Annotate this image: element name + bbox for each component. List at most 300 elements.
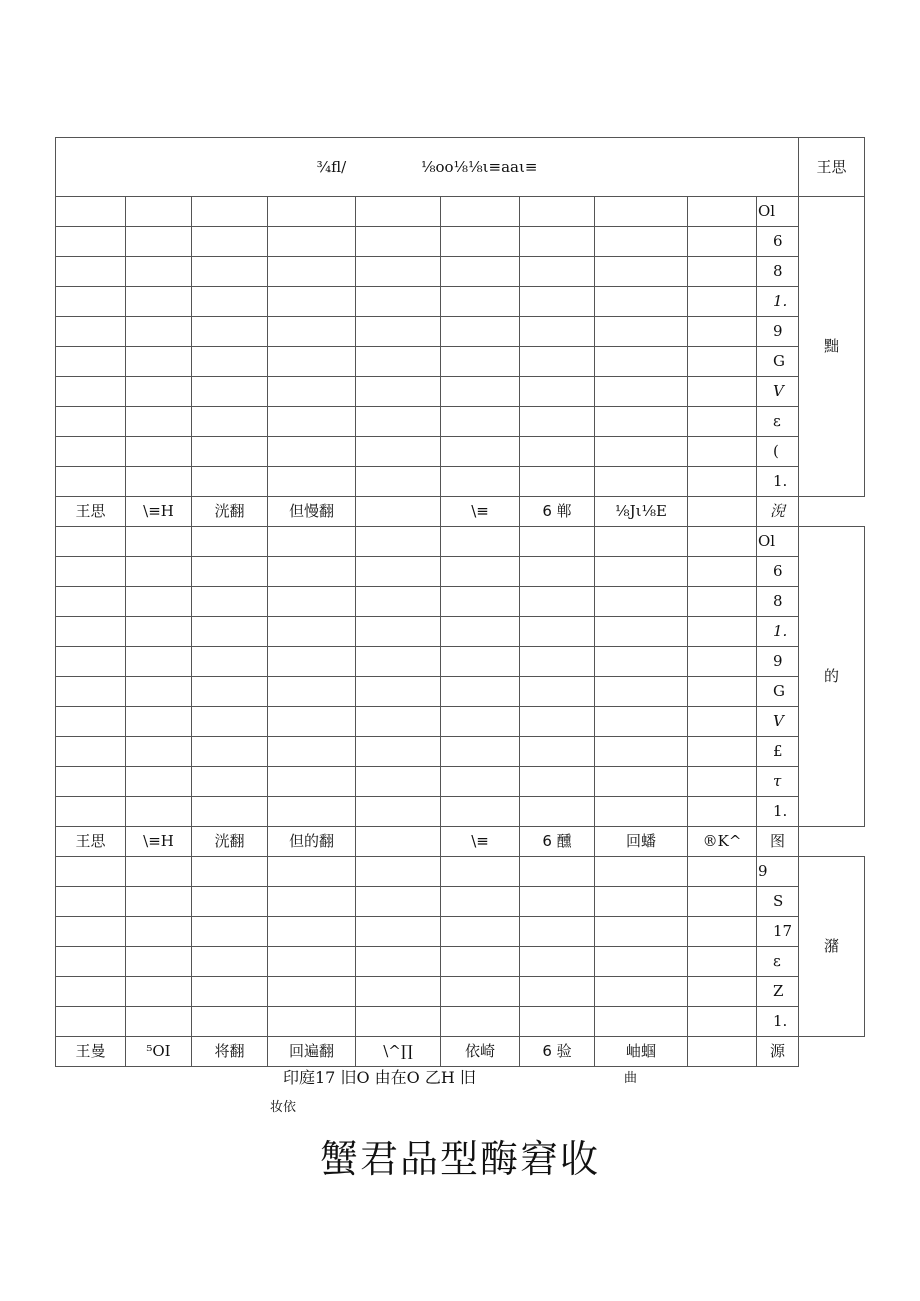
summary-cell: 王思 (56, 497, 126, 527)
empty-cell (356, 257, 441, 287)
empty-cell (56, 767, 126, 797)
row-number-cell: ( (757, 437, 799, 467)
summary-cell: 6 郸 (520, 497, 595, 527)
empty-cell (56, 197, 126, 227)
empty-cell (441, 377, 520, 407)
summary-cell: \≡ (441, 827, 520, 857)
empty-cell (356, 347, 441, 377)
empty-cell (595, 317, 688, 347)
summary-cell: \≡ (441, 497, 520, 527)
summary-cell: \≡H (126, 827, 192, 857)
empty-cell (56, 557, 126, 587)
empty-cell (192, 287, 268, 317)
empty-cell (688, 287, 757, 317)
empty-cell (595, 947, 688, 977)
empty-cell (126, 797, 192, 827)
empty-cell (688, 887, 757, 917)
empty-cell (126, 767, 192, 797)
empty-cell (520, 287, 595, 317)
empty-cell (192, 197, 268, 227)
empty-cell (126, 407, 192, 437)
empty-cell (56, 287, 126, 317)
row-number-cell: 1. (757, 467, 799, 497)
empty-cell (441, 737, 520, 767)
empty-cell (126, 467, 192, 497)
empty-cell (688, 737, 757, 767)
empty-cell (441, 557, 520, 587)
empty-cell (441, 677, 520, 707)
table-row (56, 647, 865, 677)
empty-cell (688, 647, 757, 677)
empty-cell (441, 857, 520, 887)
empty-cell (520, 557, 595, 587)
empty-cell (520, 467, 595, 497)
row-number-cell: 1. (757, 287, 799, 317)
empty-cell (520, 317, 595, 347)
empty-cell (268, 257, 356, 287)
empty-cell (520, 257, 595, 287)
side-label-cell: 黜 (799, 197, 865, 497)
empty-cell (268, 1007, 356, 1037)
empty-cell (268, 947, 356, 977)
side-label-cell: 的 (799, 527, 865, 827)
empty-cell (192, 407, 268, 437)
empty-cell (356, 407, 441, 437)
table-row (56, 197, 865, 227)
empty-cell (441, 467, 520, 497)
title-right: ⅛oo⅛⅛ι≡aaι≡ (420, 157, 538, 176)
empty-cell (268, 737, 356, 767)
table-row (56, 347, 865, 377)
footer-note-right: 曲 (624, 1071, 638, 1086)
empty-cell (268, 227, 356, 257)
empty-cell (56, 407, 126, 437)
empty-cell (356, 677, 441, 707)
empty-cell (56, 677, 126, 707)
row-number-cell: V (757, 377, 799, 407)
empty-cell (356, 707, 441, 737)
empty-cell (441, 287, 520, 317)
empty-cell (595, 617, 688, 647)
summary-cell: \≡H (126, 497, 192, 527)
empty-cell (441, 407, 520, 437)
row-number-cell: V (757, 707, 799, 737)
empty-cell (192, 377, 268, 407)
empty-cell (126, 227, 192, 257)
empty-cell (441, 797, 520, 827)
empty-cell (688, 587, 757, 617)
empty-cell (192, 857, 268, 887)
empty-cell (520, 617, 595, 647)
empty-cell (356, 377, 441, 407)
empty-cell (595, 557, 688, 587)
empty-cell (56, 587, 126, 617)
table-row (56, 227, 865, 257)
title-left: ¾fl/ (316, 157, 347, 176)
empty-cell (192, 437, 268, 467)
empty-cell (520, 797, 595, 827)
empty-cell (356, 647, 441, 677)
empty-cell (192, 617, 268, 647)
empty-cell (356, 437, 441, 467)
empty-cell (56, 947, 126, 977)
empty-cell (268, 377, 356, 407)
empty-cell (56, 317, 126, 347)
empty-cell (56, 467, 126, 497)
empty-cell (520, 347, 595, 377)
empty-cell (268, 197, 356, 227)
empty-cell (126, 677, 192, 707)
table-row (56, 677, 865, 707)
empty-cell (268, 317, 356, 347)
empty-cell (520, 647, 595, 677)
empty-cell (441, 1007, 520, 1037)
table-row (56, 317, 865, 347)
empty-cell (520, 707, 595, 737)
table-row (56, 377, 865, 407)
empty-cell (268, 587, 356, 617)
empty-cell (441, 647, 520, 677)
header-corner-cell: 王思 (799, 138, 865, 197)
empty-cell (595, 857, 688, 887)
summary-cell: 王思 (56, 827, 126, 857)
empty-cell (688, 317, 757, 347)
table-row (56, 767, 865, 797)
empty-cell (520, 587, 595, 617)
empty-cell (356, 287, 441, 317)
empty-cell (441, 617, 520, 647)
summary-cell (688, 1037, 757, 1067)
row-number-cell: 6 (757, 557, 799, 587)
table-row (56, 257, 865, 287)
empty-cell (56, 617, 126, 647)
row-number-cell: ε (757, 947, 799, 977)
empty-cell (268, 797, 356, 827)
empty-cell (192, 947, 268, 977)
row-number-cell: 9 (757, 857, 799, 887)
empty-cell (356, 587, 441, 617)
empty-cell (595, 647, 688, 677)
empty-cell (441, 227, 520, 257)
empty-cell (192, 797, 268, 827)
empty-cell (688, 197, 757, 227)
empty-cell (126, 527, 192, 557)
empty-cell (688, 977, 757, 1007)
table-row (56, 707, 865, 737)
empty-cell (268, 917, 356, 947)
table-row (56, 1007, 865, 1037)
summary-cell: 6 验 (520, 1037, 595, 1067)
summary-cell: \^∏ (356, 1037, 441, 1067)
empty-cell (688, 437, 757, 467)
empty-cell (520, 947, 595, 977)
empty-cell (441, 767, 520, 797)
empty-cell (192, 707, 268, 737)
summary-cell (688, 497, 757, 527)
empty-cell (56, 227, 126, 257)
table-row (56, 407, 865, 437)
empty-cell (126, 437, 192, 467)
summary-cell: 淣 (757, 497, 799, 527)
empty-cell (268, 407, 356, 437)
empty-cell (126, 887, 192, 917)
summary-cell: 回遍翻 (268, 1037, 356, 1067)
empty-cell (126, 947, 192, 977)
side-label-cell: 潴 (799, 857, 865, 1037)
empty-cell (268, 857, 356, 887)
empty-cell (520, 197, 595, 227)
empty-cell (56, 857, 126, 887)
empty-cell (268, 557, 356, 587)
empty-cell (520, 737, 595, 767)
empty-cell (126, 197, 192, 227)
empty-cell (56, 377, 126, 407)
row-number-cell: G (757, 347, 799, 377)
row-number-cell: 6 (757, 227, 799, 257)
empty-cell (56, 527, 126, 557)
empty-cell (268, 677, 356, 707)
summary-cell: 但慢翻 (268, 497, 356, 527)
data-table (55, 137, 865, 1067)
table-row (56, 917, 865, 947)
empty-cell (688, 1007, 757, 1037)
empty-cell (356, 977, 441, 1007)
empty-cell (192, 467, 268, 497)
table-row (56, 977, 865, 1007)
empty-cell (192, 557, 268, 587)
empty-cell (56, 707, 126, 737)
empty-cell (441, 977, 520, 1007)
empty-cell (441, 257, 520, 287)
empty-cell (192, 317, 268, 347)
empty-cell (520, 1007, 595, 1037)
summary-cell: 回蟠 (595, 827, 688, 857)
empty-cell (595, 437, 688, 467)
row-number-cell: £ (757, 737, 799, 767)
empty-cell (595, 737, 688, 767)
empty-cell (126, 1007, 192, 1037)
summary-cell: 源 (757, 1037, 799, 1067)
empty-cell (126, 917, 192, 947)
empty-cell (268, 647, 356, 677)
summary-cell: 王曼 (56, 1037, 126, 1067)
empty-cell (688, 557, 757, 587)
row-number-cell: 1. (757, 1007, 799, 1037)
empty-cell (126, 287, 192, 317)
empty-cell (441, 197, 520, 227)
empty-cell (595, 977, 688, 1007)
empty-cell (56, 887, 126, 917)
empty-cell (56, 647, 126, 677)
empty-cell (356, 557, 441, 587)
empty-cell (192, 917, 268, 947)
summary-cell (356, 497, 441, 527)
empty-cell (192, 347, 268, 377)
row-number-cell: Z (757, 977, 799, 1007)
summary-cell: 洸翻 (192, 827, 268, 857)
summary-cell (356, 827, 441, 857)
empty-cell (441, 887, 520, 917)
row-number-cell: 8 (757, 257, 799, 287)
empty-cell (126, 257, 192, 287)
empty-cell (356, 197, 441, 227)
empty-cell (595, 587, 688, 617)
row-number-cell: 1. (757, 617, 799, 647)
empty-cell (688, 347, 757, 377)
row-number-cell: 9 (757, 317, 799, 347)
row-number-cell: 17 (757, 917, 799, 947)
table-row (56, 557, 865, 587)
empty-cell (56, 917, 126, 947)
summary-cell: 6 醺 (520, 827, 595, 857)
empty-cell (688, 377, 757, 407)
empty-cell (126, 647, 192, 677)
row-number-cell: Ol (757, 527, 799, 557)
empty-cell (595, 527, 688, 557)
empty-cell (192, 737, 268, 767)
empty-cell (595, 347, 688, 377)
empty-cell (268, 467, 356, 497)
empty-cell (356, 797, 441, 827)
empty-cell (192, 677, 268, 707)
empty-cell (356, 227, 441, 257)
empty-cell (595, 707, 688, 737)
empty-cell (356, 947, 441, 977)
empty-cell (356, 317, 441, 347)
empty-cell (56, 737, 126, 767)
empty-cell (595, 377, 688, 407)
empty-cell (126, 857, 192, 887)
empty-cell (688, 947, 757, 977)
empty-cell (192, 587, 268, 617)
summary-cell: 但的翻 (268, 827, 356, 857)
empty-cell (688, 227, 757, 257)
empty-cell (192, 977, 268, 1007)
empty-cell (268, 437, 356, 467)
table-row (56, 527, 865, 557)
empty-cell (126, 347, 192, 377)
empty-cell (126, 557, 192, 587)
empty-cell (520, 407, 595, 437)
empty-cell (688, 467, 757, 497)
row-number-cell: 8 (757, 587, 799, 617)
empty-cell (520, 887, 595, 917)
empty-cell (688, 857, 757, 887)
empty-cell (595, 257, 688, 287)
empty-cell (595, 767, 688, 797)
summary-cell: ®K^ (688, 827, 757, 857)
empty-cell (192, 1007, 268, 1037)
empty-cell (688, 527, 757, 557)
empty-cell (441, 947, 520, 977)
empty-cell (126, 377, 192, 407)
table-row (56, 587, 865, 617)
row-number-cell: 1. (757, 797, 799, 827)
empty-cell (688, 917, 757, 947)
empty-cell (268, 887, 356, 917)
empty-cell (56, 257, 126, 287)
empty-cell (688, 707, 757, 737)
empty-cell (441, 527, 520, 557)
empty-cell (595, 197, 688, 227)
empty-cell (520, 377, 595, 407)
empty-cell (520, 977, 595, 1007)
empty-cell (356, 467, 441, 497)
empty-cell (688, 407, 757, 437)
empty-cell (356, 527, 441, 557)
empty-cell (520, 227, 595, 257)
empty-cell (356, 857, 441, 887)
footer-note-line1: 印庭17 旧O 由在O 乙H 旧 (283, 1068, 476, 1087)
empty-cell (356, 767, 441, 797)
empty-cell (268, 527, 356, 557)
empty-cell (126, 317, 192, 347)
summary-cell: 图 (757, 827, 799, 857)
empty-cell (688, 767, 757, 797)
empty-cell (268, 767, 356, 797)
empty-cell (192, 257, 268, 287)
empty-cell (56, 437, 126, 467)
empty-cell (595, 227, 688, 257)
empty-cell (688, 257, 757, 287)
summary-cell: ⁵OI (126, 1037, 192, 1067)
table-row (56, 737, 865, 767)
empty-cell (356, 1007, 441, 1037)
empty-cell (356, 917, 441, 947)
row-number-cell: G (757, 677, 799, 707)
table-row (56, 947, 865, 977)
empty-cell (441, 437, 520, 467)
table-title (56, 138, 799, 197)
empty-cell (126, 617, 192, 647)
empty-cell (126, 707, 192, 737)
table-row (56, 617, 865, 647)
table-row (56, 287, 865, 317)
empty-cell (688, 797, 757, 827)
table-row (56, 467, 865, 497)
empty-cell (192, 527, 268, 557)
empty-cell (595, 407, 688, 437)
row-number-cell: τ (757, 767, 799, 797)
empty-cell (268, 347, 356, 377)
summary-cell: 洸翻 (192, 497, 268, 527)
row-number-cell: ε (757, 407, 799, 437)
empty-cell (356, 737, 441, 767)
empty-cell (126, 977, 192, 1007)
empty-cell (356, 887, 441, 917)
summary-cell: 依崎 (441, 1037, 520, 1067)
empty-cell (688, 617, 757, 647)
table-row (56, 857, 865, 887)
empty-cell (126, 587, 192, 617)
empty-cell (441, 587, 520, 617)
empty-cell (441, 917, 520, 947)
empty-cell (56, 797, 126, 827)
empty-cell (126, 737, 192, 767)
document-title: 蟹君品型酶窘收 (319, 1137, 600, 1181)
empty-cell (192, 887, 268, 917)
row-number-cell: Ol (757, 197, 799, 227)
summary-row (56, 1037, 865, 1067)
empty-cell (520, 767, 595, 797)
table-row (56, 797, 865, 827)
empty-cell (56, 977, 126, 1007)
empty-cell (441, 317, 520, 347)
row-number-cell: S (757, 887, 799, 917)
empty-cell (688, 677, 757, 707)
empty-cell (595, 467, 688, 497)
empty-cell (268, 977, 356, 1007)
